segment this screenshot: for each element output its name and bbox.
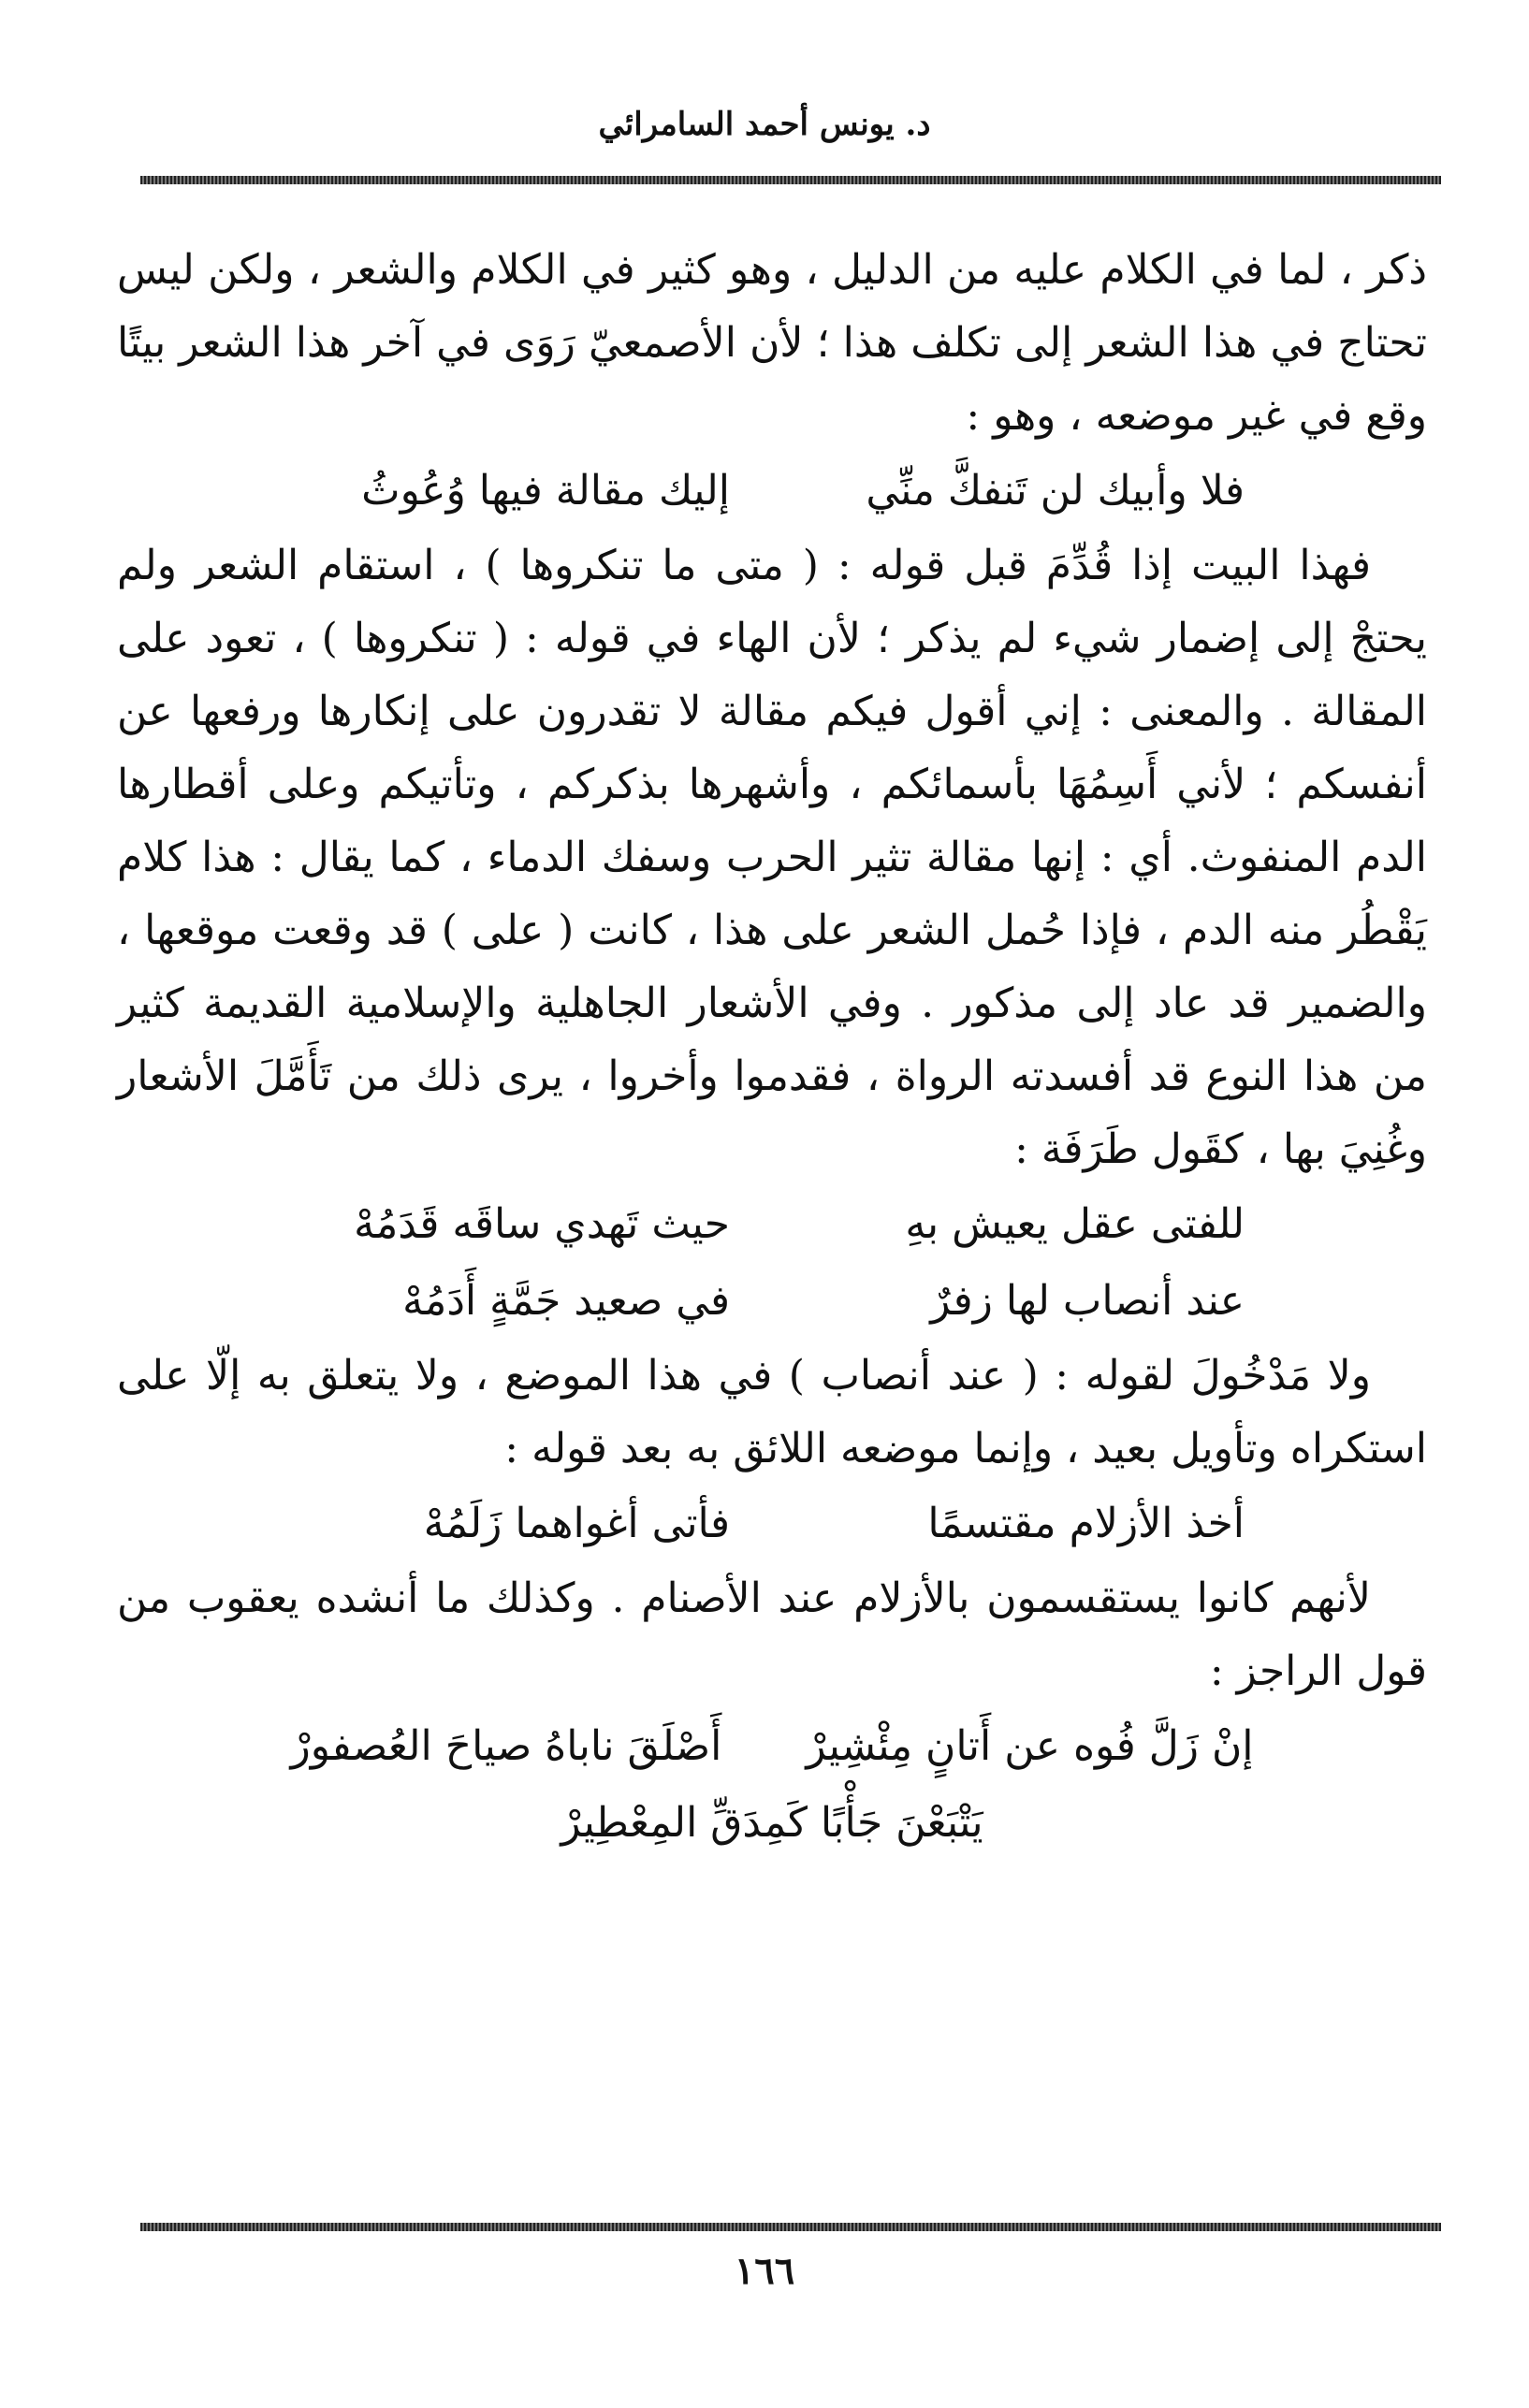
running-head-author: د. يونس أحمد السامرائي — [598, 106, 931, 143]
verse-line-3 — [117, 1263, 1427, 1340]
paragraph-2: فهذا البيت إذا قُدِّمَ قبل قوله : ( متى ما تنكروها ) ، استقام الشعر ولم يحتجْ إلى إضمار شيء لم يذكر ؛ لأن الهاء في قوله : ( تنكروها ) ، تعود على المقالة . والمعنى : إني أقول فيكم مقالة لا تقدرون على إنكارها ورفعها عن أنفسكم ؛ لأني أَسِمُهَا بأسمائكم ، وأشهرها بذكركم ، وتأتيكم وعلى أقطارها الدم المنفوث. أي : إنها مقالة تثير الحرب وسفك الدماء ، كما يقال : هذا كلام يَقْطُر منه الدم ، فإذا حُمل الشعر على هذا ، كانت ( على ) قد وقعت موقعها ، والضمير قد عاد إلى مذكور . وفي الأشعار الجاهلية والإسلامية القديمة كثير من هذا النوع قد أفسدته الرواة ، فقدموا وأخروا ، يرى ذلك من تَأَمَّلَ الأشعار وغُنِيَ بها ، كقَول طَرَفَة : — [117, 542, 1427, 1173]
verse-5-first-hemistich: إنْ زَلَّ فُوه عن أَتانٍ مِئْشِيرْ — [806, 1722, 1254, 1770]
verse-line-1 — [117, 453, 1427, 529]
verse-1-first-hemistich: فلا وأبيك لن تَنفكَّ منِّي — [866, 467, 1245, 515]
verse-line-2 — [117, 1186, 1427, 1263]
verse-1-second-hemistich: إليك مقالة فيها وُعُوثُ — [361, 467, 730, 515]
verse-3-first-hemistich: عند أنصاب لها زفرٌ — [930, 1277, 1245, 1325]
paragraph-4: لأنهم كانوا يستقسمون بالأزلام عند الأصنام . وكذلك ما أنشده يعقوب من قول الراجز : — [117, 1574, 1427, 1695]
verse-5-second-hemistich: أَصْلَقَ ناباهُ صياحَ العُصفورْ — [290, 1722, 722, 1770]
verse-2-second-hemistich: حيث تَهدي ساقَه قَدَمُهْ — [354, 1200, 730, 1248]
verse-line-4 — [117, 1486, 1427, 1562]
verse-line-6 — [117, 1785, 1427, 1862]
page-number: ١٦٦ — [734, 2249, 795, 2293]
verse-4-first-hemistich: أخذ الأزلام مقتسمًا — [927, 1500, 1245, 1547]
body-text — [117, 234, 1427, 1862]
verse-2-first-hemistich: للفتى عقل يعيش بهِ — [905, 1200, 1245, 1248]
header-rule — [140, 176, 1441, 184]
verse-4-second-hemistich: فأتى أغواهما زَلَمُهْ — [423, 1500, 730, 1547]
footer-rule — [140, 2223, 1441, 2231]
paragraph-3: ولا مَدْخُولَ لقوله : ( عند أنصاب ) في هذا الموضع ، ولا يتعلق به إلّا على استكراه وتأويل بعيد ، وإنما موضعه اللائق به بعد قوله : — [117, 1352, 1427, 1472]
verse-line-5 — [117, 1708, 1427, 1785]
verse-3-second-hemistich: في صعيد جَمَّةٍ أَدَمُهْ — [402, 1277, 730, 1325]
paragraph-1: ذكر ، لما في الكلام عليه من الدليل ، وهو كثير في الكلام والشعر ، ولكن ليس تحتاج في هذا الشعر إلى تكلف هذا ؛ لأن الأصمعيّ رَوَى في آخر هذا الشعر بيتًا وقع في غير موضعه ، وهو : — [117, 246, 1427, 440]
verse-6-hemistich: يَتْبَعْنَ جَأْبًا كَمِدَقِّ المِعْطِيرْ — [561, 1799, 983, 1847]
